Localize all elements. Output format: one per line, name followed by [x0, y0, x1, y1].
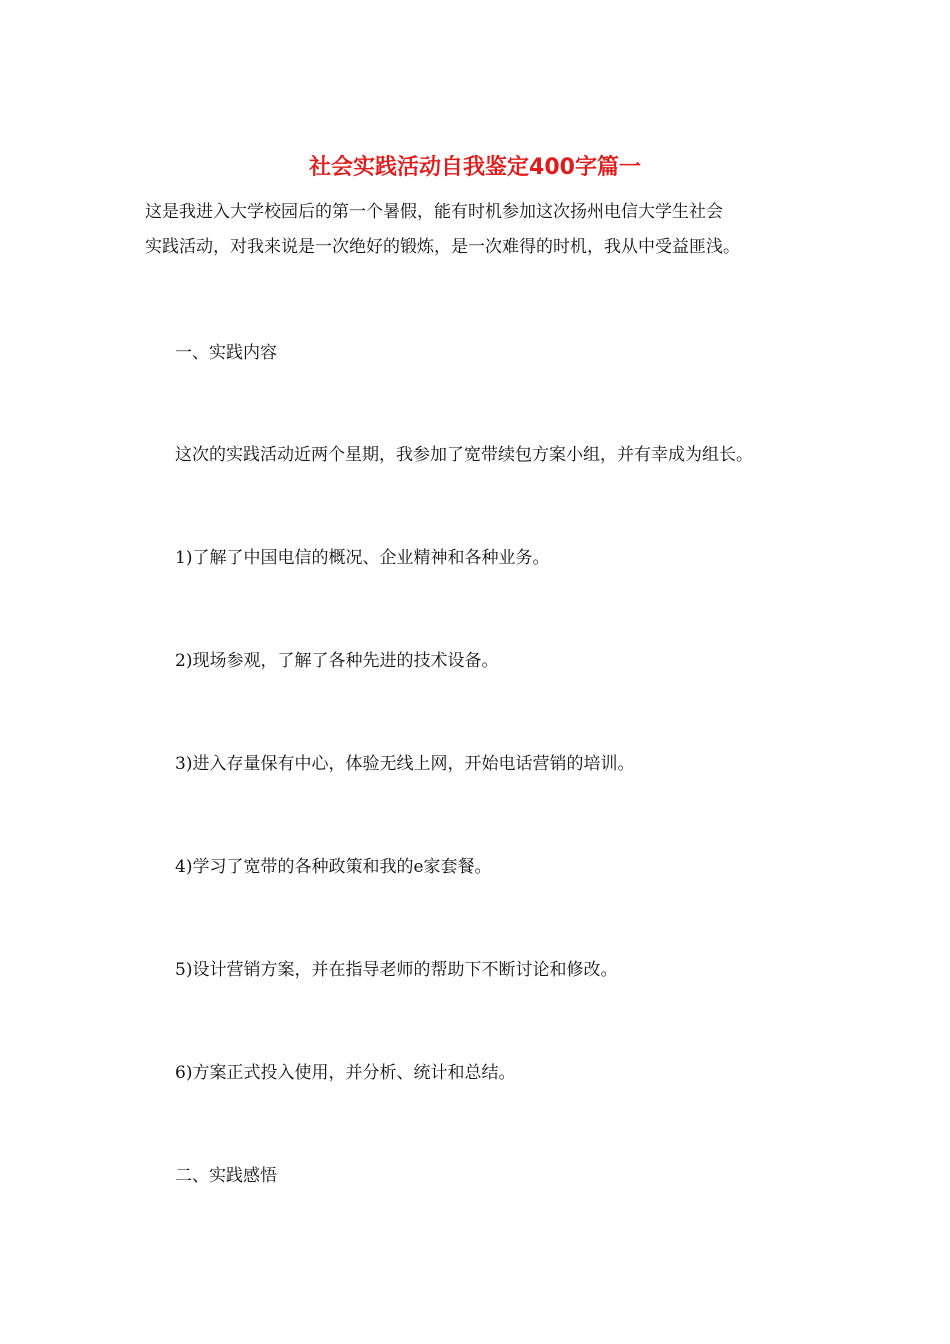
section-heading-practice-content: 一、实践内容 — [175, 343, 277, 363]
intro-line-2: 实践活动，对我来说是一次绝好的锻炼，是一次难得的时机，我从中受益匪浅。 — [145, 237, 740, 257]
intro-line-1: 这是我进入大学校园后的第一个暑假，能有时机参加这次扬州电信大学生社会 — [145, 202, 723, 222]
list-item: 6)方案正式投入使用，并分析、统计和总结。 — [175, 1063, 516, 1083]
document-title: 社会实践活动自我鉴定400字篇一 — [309, 155, 641, 180]
list-item: 1)了解了中国电信的概况、企业精神和各种业务。 — [175, 548, 550, 568]
list-item: 3)进入存量保有中心，体验无线上网，开始电话营销的培训。 — [175, 754, 635, 774]
list-item: 2)现场参观，了解了各种先进的技术设备。 — [175, 651, 499, 671]
practice-summary-paragraph: 这次的实践活动近两个星期，我参加了宽带续包方案小组，并有幸成为组长。 — [175, 445, 753, 465]
list-item: 5)设计营销方案，并在指导老师的帮助下不断讨论和修改。 — [175, 960, 618, 980]
section-heading-practice-reflection: 二、实践感悟 — [175, 1166, 277, 1186]
list-item: 4)学习了宽带的各种政策和我的e家套餐。 — [175, 857, 492, 877]
